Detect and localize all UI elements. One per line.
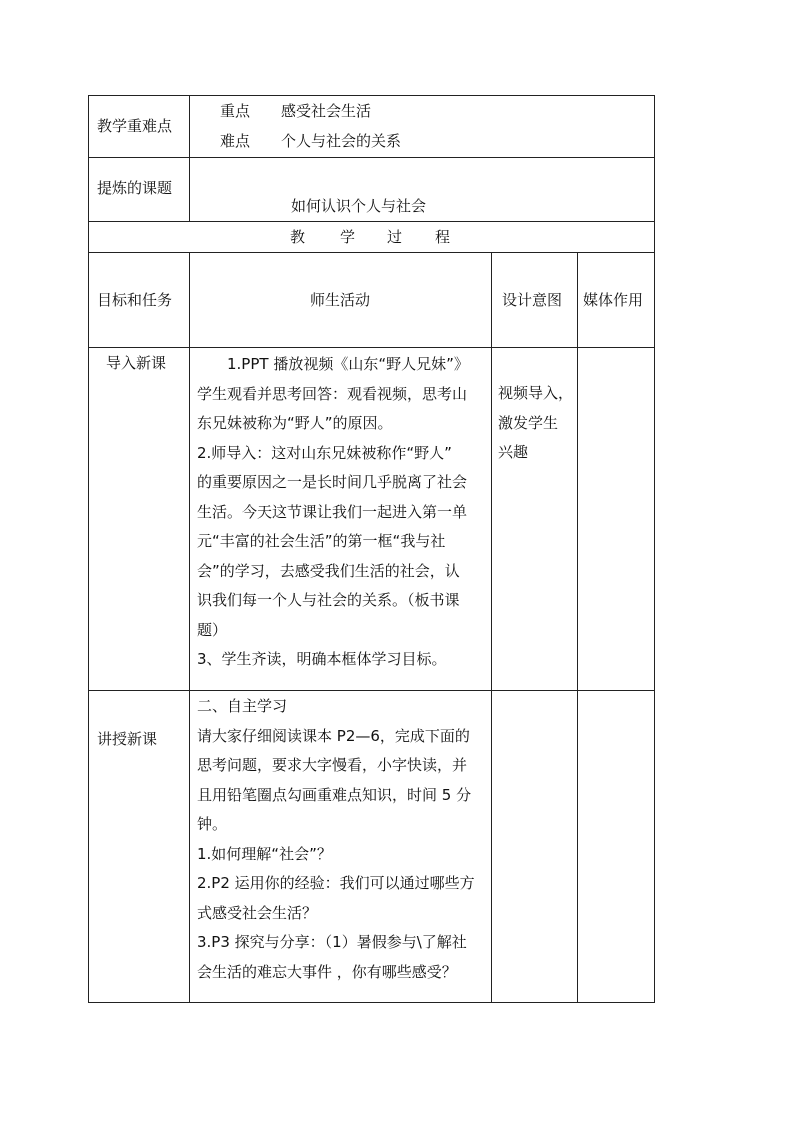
- key-point-tag: 重点: [220, 102, 251, 120]
- process-banner-char: 教: [290, 228, 306, 246]
- activity-line: 识我们每一个人与社会的关系。（板书课: [197, 591, 460, 609]
- activity-line: 钟。: [197, 815, 228, 833]
- activity-line: 二、自主学习: [197, 697, 288, 715]
- activity-line: 思考问题，要求大字慢看，小字快读，并: [197, 756, 468, 774]
- activity-line: 3、学生齐读，明确本框体学习目标。: [197, 650, 447, 668]
- column-header-goal: 目标和任务: [97, 291, 173, 309]
- activity-line: 东兄妹被称为“野人”的原因。: [197, 414, 393, 432]
- topic-text: 如何认识个人与社会: [291, 197, 427, 215]
- column-divider: [577, 252, 578, 1003]
- column-divider: [189, 252, 190, 1003]
- activity-line: 且用铅笔圈点勾画重难点知识，时间 5 分: [197, 785, 472, 804]
- design-line: 激发学生: [498, 413, 559, 432]
- row-divider: [88, 157, 655, 158]
- activity-line: 2.师导入：这对山东兄妹被称作“野人”: [197, 443, 452, 462]
- column-header-activity: 师生活动: [310, 291, 371, 309]
- column-header-media: 媒体作用: [583, 291, 644, 309]
- activity-line: 会生活的难忘大事件 ，你有哪些感受？: [197, 962, 457, 981]
- activity-line: 会”的学习，去感受我们生活的社会，认: [197, 561, 460, 580]
- activity-line: 1.如何理解“社会”？: [197, 844, 332, 863]
- activity-line: 元“丰富的社会生活”的第一框“我与社: [197, 532, 446, 550]
- activity-line: 题）: [197, 620, 228, 639]
- column-divider: [189, 95, 190, 221]
- row-divider: [88, 221, 655, 222]
- activity-line: 3.P3 探究与分享：（1）暑假参与\了解社: [197, 933, 467, 951]
- row-goal-intro: 导入新课: [106, 354, 167, 372]
- activity-line: 式感受社会生活？: [197, 903, 318, 922]
- activity-text-intro: [197, 350, 469, 675]
- topic-label: 提炼的课题: [97, 179, 173, 197]
- activity-line: 请大家仔细阅读课本 P2—6，完成下面的: [197, 726, 470, 745]
- activity-line: 学生观看并思考回答：观看视频，思考山: [197, 384, 468, 403]
- process-banner-char: 程: [435, 228, 451, 246]
- design-line: 视频导入，: [498, 384, 574, 402]
- row-goal-teaching: 讲授新课: [97, 730, 158, 748]
- difficulty-label: 教学重难点: [97, 117, 173, 135]
- design-line: 兴趣: [498, 443, 529, 461]
- activity-line: 2.P2 运用你的经验：我们可以通过哪些方: [197, 874, 475, 892]
- key-point-text: 感受社会生活: [281, 102, 372, 120]
- row-divider: [88, 690, 655, 691]
- column-divider: [491, 252, 492, 1003]
- column-header-design: 设计意图: [502, 291, 563, 309]
- activity-line: 1.PPT 播放视频《山东“野人兄妹”》: [197, 355, 469, 373]
- row-divider: [88, 347, 655, 348]
- process-banner-char: 过: [387, 228, 403, 246]
- hard-point-text: 个人与社会的关系: [281, 132, 402, 150]
- row-divider: [88, 252, 655, 253]
- activity-line: 生活。今天这节课让我们一起进入第一单: [197, 502, 468, 521]
- activity-line: 的重要原因之一是长时间几乎脱离了社会: [197, 473, 468, 491]
- hard-point-tag: 难点: [220, 132, 251, 150]
- process-banner-char: 学: [340, 228, 356, 246]
- design-text-intro: [498, 379, 573, 468]
- activity-text-teaching: [197, 692, 475, 987]
